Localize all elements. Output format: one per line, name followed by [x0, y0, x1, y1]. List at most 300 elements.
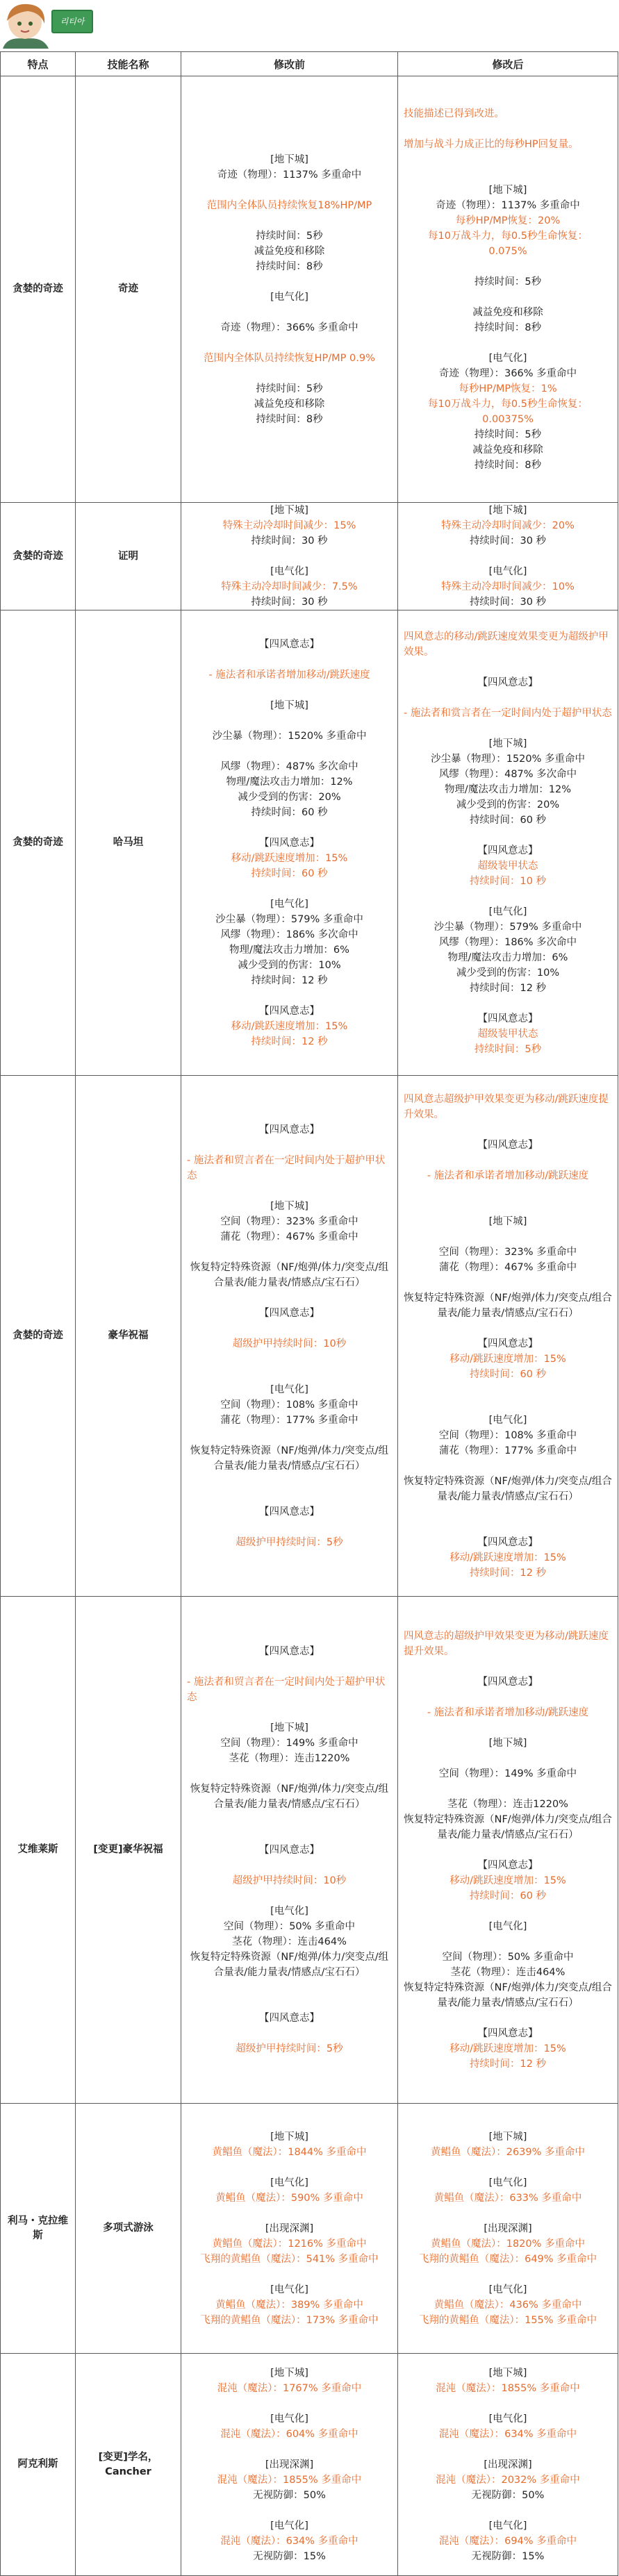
- after-line: 持续时间：12 秒: [469, 982, 547, 994]
- spacer: [404, 1934, 612, 1950]
- skill-change-table: [0, 51, 618, 2576]
- after-line: [电气化]: [488, 906, 527, 917]
- after-line: 混沌（魔法）：694% 多重命中: [438, 2535, 577, 2547]
- before-line: 黄鲳鱼（魔法）：389% 多重命中: [215, 2299, 363, 2311]
- table-row: [1, 2104, 618, 2354]
- before-line: [电气化]: [270, 2520, 308, 2532]
- skill-name: [变更]豪华祝福: [76, 1597, 181, 2104]
- header-before: 修改前: [181, 52, 398, 76]
- after-line: 【四风意志】: [477, 1139, 538, 1151]
- before-line: 持续时间：12 秒: [251, 1036, 328, 1047]
- before-line: [出现深渊]: [265, 2459, 314, 2470]
- spacer: [187, 820, 392, 836]
- spacer: [187, 1766, 392, 1781]
- after-line: 持续时间：8秒: [474, 459, 542, 471]
- after-line: 【四风意志】: [477, 676, 538, 688]
- before-line: 持续时间：8秒: [256, 260, 323, 272]
- before-cell: [181, 610, 398, 1076]
- after-line: 每10万战斗力，每0.5秒生命恢复：: [427, 398, 588, 410]
- before-line: 【四风意志】: [259, 837, 320, 849]
- after-line: 四风意志的移动/跳跃速度效果变更为超级护甲效果。: [404, 631, 609, 658]
- spacer: [187, 1489, 392, 1504]
- after-cell: [398, 1076, 618, 1597]
- before-line: 无视防御：50%: [253, 2489, 326, 2501]
- after-line: 增加与战斗力成正比的每秒HP回复量。: [404, 138, 579, 150]
- spacer: [404, 1275, 612, 1290]
- after-line: 沙尘暴（物理）：1520% 多重命中: [430, 753, 586, 765]
- after-line: [地下城]: [488, 2131, 527, 2143]
- spacer: [187, 183, 392, 198]
- after-line: 沙尘暴（物理）：579% 多重命中: [434, 921, 582, 933]
- after-line: 移动/跳跃速度增加：15%: [449, 1552, 566, 1563]
- before-line: 移动/跳跃速度增加：15%: [231, 1020, 348, 1032]
- spacer: [187, 1995, 392, 2011]
- spacer: [404, 828, 612, 843]
- before-line: 飞翔的黄鲳鱼（魔法）：173% 多重命中: [200, 2314, 379, 2326]
- spacer: [404, 996, 612, 1011]
- after-line: 持续时间：60 秒: [469, 1890, 547, 1902]
- spacer: [404, 290, 612, 305]
- spacer: [404, 1321, 612, 1336]
- before-line: [电气化]: [270, 1905, 308, 1917]
- before-line: 飞翔的黄鲳鱼（魔法）：541% 多重命中: [200, 2253, 379, 2265]
- character-icon: [0, 0, 53, 49]
- before-line: 蒲花（物理）：177% 多重命中: [220, 1414, 358, 1426]
- after-line: 持续时间：8秒: [474, 322, 542, 333]
- spacer: [187, 1321, 392, 1336]
- after-line: 蒲花（物理）：177% 多重命中: [438, 1445, 577, 1456]
- before-line: [电气化]: [270, 2413, 308, 2425]
- spacer: [404, 1183, 612, 1199]
- before-line: 持续时间：60 秒: [251, 867, 328, 879]
- after-line: 混沌（魔法）：1855% 多重命中: [436, 2382, 580, 2394]
- spacer: [404, 1459, 612, 1474]
- spacer: [404, 1720, 612, 1736]
- after-line: 【四风意志】: [477, 845, 538, 856]
- before-line: 持续时间：30 秒: [251, 597, 328, 608]
- spacer: [187, 1827, 392, 1843]
- before-line: 混沌（魔法）：604% 多重命中: [220, 2428, 358, 2440]
- spacer: [404, 2503, 612, 2518]
- before-cell: [181, 1597, 398, 2104]
- spacer: [404, 1520, 612, 1535]
- header-after: 修改后: [398, 52, 618, 76]
- before-line: 混沌（魔法）：1767% 多重命中: [217, 2382, 362, 2394]
- before-line: 黄鲳鱼（魔法）：1216% 多重命中: [212, 2238, 367, 2250]
- before-line: 减少受到的伤害：10%: [238, 959, 341, 971]
- spacer: [404, 549, 612, 564]
- spacer: [187, 213, 392, 228]
- before-line: 【四风意志】: [259, 1307, 320, 1319]
- game-logo: [0, 0, 90, 49]
- spacer: [404, 2206, 612, 2221]
- spacer: [187, 305, 392, 320]
- after-line: [地下城]: [488, 184, 527, 196]
- spacer: [404, 1122, 612, 1138]
- spacer: [187, 988, 392, 1004]
- after-line: - 施法者和承诺者增加移动/跳跃速度: [427, 1170, 589, 1181]
- before-line: 持续时间：5秒: [256, 230, 323, 242]
- trait-name: 利马・克拉维斯: [1, 2104, 76, 2354]
- after-line: 持续时间：5秒: [474, 276, 542, 288]
- after-line: [电气化]: [488, 2177, 527, 2188]
- after-line: 四风意志超级护甲效果变更为移动/跳跃速度提升效果。: [404, 1093, 609, 1120]
- after-line: 蒲花（物理）：467% 多重命中: [438, 1261, 577, 1273]
- after-line: 持续时间：12 秒: [469, 1567, 547, 1579]
- spacer: [187, 1352, 392, 1367]
- before-line: 混沌（魔法）：634% 多重命中: [220, 2535, 358, 2547]
- before-line: 黄鲳鱼（魔法）：590% 多重命中: [215, 2192, 363, 2204]
- after-line: 【四风意志】: [477, 2027, 538, 2039]
- after-line: 减益免疫和移除: [472, 444, 543, 456]
- after-line: [电气化]: [488, 2284, 527, 2295]
- spacer: [404, 1153, 612, 1168]
- before-line: 【四风意志】: [259, 1124, 320, 1136]
- before-line: 范围内全体队员持续恢复18%HP/MP: [206, 199, 372, 211]
- spacer: [404, 152, 612, 167]
- before-line: 物理/魔法攻击力增加：12%: [226, 776, 353, 788]
- spacer: [187, 1520, 392, 1535]
- after-line: 技能描述已得到改进。: [404, 108, 504, 119]
- after-line: 【四风意志】: [477, 1013, 538, 1024]
- after-line: [出现深渊]: [484, 2459, 532, 2470]
- spacer: [187, 335, 392, 351]
- after-line: 奇迹（物理）：366% 多重命中: [438, 367, 577, 379]
- spacer: [187, 1980, 392, 1995]
- after-line: 每秒HP/MP恢复：20%: [455, 215, 561, 226]
- after-cell: [398, 503, 618, 610]
- after-line: 持续时间：5秒: [474, 1043, 542, 1055]
- spacer: [187, 1858, 392, 1873]
- spacer: [404, 1751, 612, 1766]
- logo-badge: 리티아: [51, 10, 93, 33]
- after-line: 超级装甲状态: [477, 1028, 538, 1040]
- after-line: 减益免疫和移除: [472, 306, 543, 318]
- spacer: [187, 2442, 392, 2457]
- spacer: [187, 1659, 392, 1675]
- before-line: 黄鲳鱼（魔法）：1844% 多重命中: [212, 2146, 367, 2158]
- before-line: 空间（物理）：50% 多重命中: [223, 1920, 356, 1932]
- before-line: - 施法者和承诺者增加移动/跳跃速度: [208, 669, 370, 681]
- before-line: [地下城]: [270, 2367, 308, 2379]
- before-line: 茎花（物理）：连击1220%: [229, 1752, 350, 1764]
- before-line: 超级护甲持续时间：5秒: [236, 2043, 343, 2054]
- before-line: 减益免疫和移除: [254, 398, 325, 410]
- after-line: 超级装甲状态: [477, 860, 538, 872]
- after-line: 持续时间：60 秒: [469, 1368, 547, 1380]
- spacer: [187, 2206, 392, 2221]
- after-line: [电气化]: [488, 1920, 527, 1932]
- before-line: 【四风意志】: [259, 638, 320, 650]
- spacer: [404, 721, 612, 736]
- before-line: 超级护甲持续时间：5秒: [236, 1536, 343, 1548]
- table-header-row: [1, 52, 618, 76]
- before-line: 混沌（魔法）：1855% 多重命中: [217, 2474, 362, 2486]
- after-line: 【四风意志】: [477, 1859, 538, 1871]
- after-line: 恢复特定特殊资源（NF/炮弹/体力/突变点/组合量表/能力量表/情感点/宝石石）: [404, 1475, 612, 1502]
- spacer: [187, 652, 392, 667]
- spacer: [404, 690, 612, 706]
- spacer: [187, 713, 392, 729]
- table-row: [1, 2354, 618, 2576]
- table-row: [1, 1597, 618, 2104]
- before-line: 奇迹（物理）：366% 多重命中: [220, 322, 358, 333]
- after-line: 茎花（物理）：连击464%: [450, 1966, 566, 1978]
- after-cell: [398, 2104, 618, 2354]
- after-line: 【四风意志】: [477, 1338, 538, 1349]
- before-line: - 施法者和贸言者在一定时间内处于超护甲状态: [187, 1676, 386, 1703]
- spacer: [404, 889, 612, 904]
- spacer: [187, 1183, 392, 1199]
- after-line: [电气化]: [488, 2413, 527, 2425]
- spacer: [187, 1705, 392, 1720]
- table-row: [1, 1076, 618, 1597]
- before-line: 持续时间：12 秒: [251, 974, 328, 986]
- after-line: 黄鲳鱼（魔法）：1820% 多重命中: [430, 2238, 586, 2250]
- before-line: 风缪（物理）：487% 多次命中: [220, 761, 358, 772]
- after-line: 无视防御：50%: [471, 2489, 545, 2501]
- after-line: 黄鲳鱼（魔法）：436% 多重命中: [434, 2299, 582, 2311]
- after-line: 每10万战斗力，每0.5秒生命恢复：: [427, 230, 588, 242]
- spacer: [404, 2396, 612, 2411]
- spacer: [404, 1229, 612, 1245]
- after-line: 减少受到的伤害：10%: [456, 967, 560, 979]
- before-line: [电气化]: [270, 2177, 308, 2188]
- before-line: 空间（物理）：149% 多重命中: [220, 1737, 358, 1749]
- before-line: 范围内全体队员持续恢复HP/MP 0.9%: [204, 352, 375, 364]
- before-line: 奇迹（物理）：1137% 多重命中: [217, 169, 362, 181]
- skill-name: 多项式游泳: [76, 2104, 181, 2354]
- spacer: [187, 2267, 392, 2282]
- after-line: 移动/跳跃速度增加：15%: [449, 1875, 566, 1886]
- before-line: 【四风意志】: [259, 1844, 320, 1856]
- before-line: [地下城]: [270, 505, 308, 516]
- after-line: 空间（物理）：323% 多重命中: [438, 1246, 577, 1258]
- before-line: - 施法者和贸言者在一定时间内处于超护甲状态: [187, 1154, 386, 1181]
- before-line: 减少受到的伤害：20%: [238, 791, 341, 803]
- before-line: 茎花（物理）：连击464%: [232, 1936, 347, 1947]
- after-line: 黄鲳鱼（魔法）：2639% 多重命中: [430, 2146, 586, 2158]
- spacer: [404, 2442, 612, 2457]
- before-cell: [181, 2104, 398, 2354]
- before-line: 空间（物理）：323% 多重命中: [220, 1215, 358, 1227]
- skill-name: 证明: [76, 503, 181, 610]
- after-line: 恢复特定特殊资源（NF/炮弹/体力/突变点/组合量表/能力量表/情感点/宝石石）: [404, 1813, 612, 1840]
- trait-name: 贪婪的奇迹: [1, 503, 76, 610]
- before-line: 特殊主动冷却时间减少：15%: [222, 520, 356, 531]
- before-line: 无视防御：15%: [253, 2550, 326, 2562]
- spacer: [187, 683, 392, 698]
- after-line: [地下城]: [488, 738, 527, 749]
- before-line: 持续时间：8秒: [256, 413, 323, 425]
- after-line: 混沌（魔法）：2032% 多重命中: [436, 2474, 580, 2486]
- spacer: [187, 1428, 392, 1443]
- spacer: [404, 1690, 612, 1705]
- before-cell: [181, 2354, 398, 2576]
- before-line: 【四风意志】: [259, 1005, 320, 1017]
- after-line: 茎花（物理）：连击1220%: [447, 1798, 568, 1810]
- after-line: 持续时间：12 秒: [469, 2058, 547, 2070]
- spacer: [404, 660, 612, 675]
- after-line: 黄鲳鱼（魔法）：633% 多重命中: [434, 2192, 582, 2204]
- spacer: [187, 1888, 392, 1904]
- before-line: 恢复特定特殊资源（NF/炮弹/体力/突变点/组合量表/能力量表/情感点/宝石石）: [190, 1783, 389, 1810]
- after-line: 恢复特定特殊资源（NF/炮弹/体力/突变点/组合量表/能力量表/情感点/宝石石）: [404, 1981, 612, 2009]
- spacer: [404, 2011, 612, 2026]
- after-line: 移动/跳跃速度增加：15%: [449, 2043, 566, 2054]
- after-cell: [398, 2354, 618, 2576]
- spacer: [187, 1812, 392, 1827]
- spacer: [187, 2396, 392, 2411]
- after-line: 四风意志的超级护甲效果变更为移动/跳跃速度提升效果。: [404, 1630, 609, 1657]
- before-line: [电气化]: [270, 898, 308, 910]
- before-line: 【四风意志】: [259, 1645, 320, 1657]
- trait-name: 贪婪的奇迹: [1, 1076, 76, 1597]
- spacer: [404, 1199, 612, 1214]
- after-line: 移动/跳跃速度增加：15%: [449, 1353, 566, 1365]
- before-cell: [181, 76, 398, 503]
- before-line: 超级护甲持续时间：10秒: [232, 1875, 347, 1886]
- trait-name: 贪婪的奇迹: [1, 76, 76, 503]
- after-line: 空间（物理）：149% 多重命中: [438, 1768, 577, 1779]
- before-line: [地下城]: [270, 699, 308, 711]
- after-line: 特殊主动冷却时间减少：20%: [441, 520, 575, 531]
- before-line: 恢复特定特殊资源（NF/炮弹/体力/突变点/组合量表/能力量表/情感点/宝石石）: [190, 1261, 389, 1288]
- after-cell: [398, 610, 618, 1076]
- after-line: 飞翔的黄鲳鱼（魔法）：155% 多重命中: [418, 2314, 597, 2326]
- after-line: 持续时间：30 秒: [469, 535, 547, 547]
- table-row: [1, 503, 618, 610]
- spacer: [404, 122, 612, 137]
- spacer: [187, 2160, 392, 2175]
- table-row: [1, 610, 618, 1076]
- after-line: [电气化]: [488, 1414, 527, 1426]
- before-line: 持续时间：5秒: [256, 383, 323, 394]
- spacer: [187, 1138, 392, 1153]
- before-line: 空间（物理）：108% 多重命中: [220, 1399, 358, 1411]
- spacer: [187, 366, 392, 381]
- spacer: [187, 274, 392, 290]
- header-trait: 特点: [1, 52, 76, 76]
- before-line: [电气化]: [270, 2284, 308, 2295]
- spacer: [404, 259, 612, 274]
- trait-name: 贪婪的奇迹: [1, 610, 76, 1076]
- spacer: [187, 1474, 392, 1489]
- after-line: 空间（物理）：108% 多重命中: [438, 1429, 577, 1441]
- after-line: 空间（物理）：50% 多重命中: [442, 1951, 574, 1963]
- skill-name: 哈马坦: [76, 610, 181, 1076]
- after-line: [电气化]: [488, 566, 527, 577]
- before-line: [出现深渊]: [265, 2222, 314, 2234]
- after-line: 持续时间：10 秒: [469, 875, 547, 887]
- after-line: - 施法者和赏言者在一定时间内处于超护甲状态: [404, 707, 612, 719]
- after-line: 飞翔的黄鲳鱼（魔法）：649% 多重命中: [418, 2253, 597, 2265]
- before-line: 移动/跳跃速度增加：15%: [231, 852, 348, 864]
- before-line: 【四风意志】: [259, 1506, 320, 1518]
- before-line: [电气化]: [270, 1383, 308, 1395]
- before-line: 超级护甲持续时间：10秒: [232, 1338, 347, 1349]
- after-line: 【四风意志】: [477, 1676, 538, 1688]
- spacer: [404, 1659, 612, 1675]
- before-line: 【四风意志】: [259, 2012, 320, 2024]
- before-line: 恢复特定特殊资源（NF/炮弹/体力/突变点/组合量表/能力量表/情感点/宝石石）: [190, 1951, 389, 1978]
- spacer: [187, 881, 392, 897]
- after-line: [电气化]: [488, 2520, 527, 2532]
- spacer: [404, 1843, 612, 1858]
- after-line: 风缪（物理）：186% 多次命中: [438, 936, 577, 948]
- spacer: [187, 1367, 392, 1382]
- spacer: [187, 1245, 392, 1260]
- spacer: [187, 2503, 392, 2518]
- after-line: [地下城]: [488, 2367, 527, 2379]
- spacer: [404, 1397, 612, 1413]
- spacer: [404, 335, 612, 351]
- header-skill-name: 技能名称: [76, 52, 181, 76]
- after-line: 混沌（魔法）：634% 多重命中: [438, 2428, 577, 2440]
- spacer: [404, 2267, 612, 2282]
- skill-name: [变更]学名，Cancher: [76, 2354, 181, 2576]
- spacer: [404, 1781, 612, 1797]
- after-line: 物理/魔法攻击力增加：6%: [447, 952, 568, 963]
- before-line: 减益免疫和移除: [254, 245, 325, 257]
- after-line: 持续时间：5秒: [474, 429, 542, 440]
- spacer: [404, 1904, 612, 1919]
- spacer: [404, 167, 612, 183]
- before-line: [电气化]: [270, 291, 308, 303]
- after-line: 风缪（物理）：487% 多次命中: [438, 768, 577, 780]
- trait-name: 艾维莱斯: [1, 1597, 76, 2104]
- after-line: 无视防御：15%: [471, 2550, 545, 2562]
- before-line: 蒲花（物理）：467% 多重命中: [220, 1231, 358, 1243]
- after-line: [地下城]: [488, 1737, 527, 1749]
- before-cell: [181, 1076, 398, 1597]
- after-line: [电气化]: [488, 352, 527, 364]
- after-line: 0.00375%: [482, 413, 534, 425]
- after-line: 【四风意志】: [477, 1536, 538, 1548]
- after-line: 持续时间：60 秒: [469, 814, 547, 826]
- before-line: [地下城]: [270, 1722, 308, 1734]
- before-line: 沙尘暴（物理）：579% 多重命中: [215, 913, 363, 925]
- after-cell: [398, 76, 618, 503]
- skill-name: 豪华祝福: [76, 1076, 181, 1597]
- spacer: [187, 744, 392, 759]
- before-line: [地下城]: [270, 2131, 308, 2143]
- before-line: 沙尘暴（物理）：1520% 多重命中: [212, 730, 367, 742]
- before-line: 持续时间：60 秒: [251, 806, 328, 818]
- before-line: 风缪（物理）：186% 多次命中: [220, 929, 358, 940]
- spacer: [404, 1504, 612, 1520]
- table-row: [1, 76, 618, 503]
- before-line: 物理/魔法攻击力增加：6%: [229, 944, 349, 956]
- spacer: [404, 1382, 612, 1397]
- after-line: 奇迹（物理）：1137% 多重命中: [436, 199, 580, 211]
- after-line: 减少受到的伤害：20%: [456, 799, 560, 811]
- after-line: 特殊主动冷却时间减少：10%: [441, 581, 575, 592]
- after-line: 0.075%: [488, 245, 527, 257]
- before-line: [电气化]: [270, 566, 308, 577]
- after-cell: [398, 1597, 618, 2104]
- after-line: [地下城]: [488, 1215, 527, 1227]
- after-line: 物理/魔法攻击力增加：12%: [444, 783, 572, 795]
- trait-name: 阿克利斯: [1, 2354, 76, 2576]
- after-line: [出现深渊]: [484, 2222, 532, 2234]
- after-line: - 施法者和承诺者增加移动/跳跃速度: [427, 1706, 589, 1718]
- before-cell: [181, 503, 398, 610]
- spacer: [187, 549, 392, 564]
- spacer: [404, 2160, 612, 2175]
- after-line: 持续时间：30 秒: [469, 597, 547, 608]
- after-line: 每秒HP/MP恢复：1%: [459, 383, 557, 394]
